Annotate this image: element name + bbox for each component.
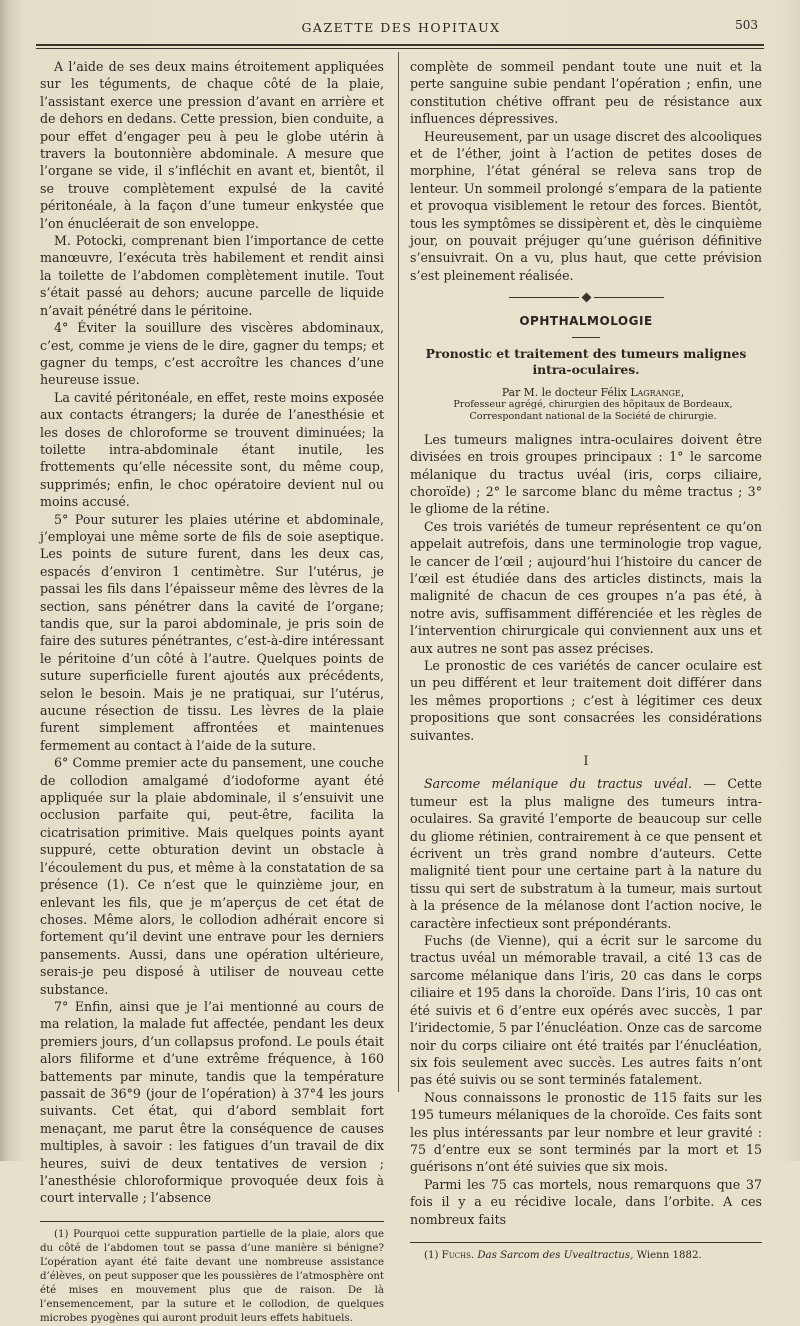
header-rule — [36, 44, 764, 46]
section-ornament — [410, 294, 762, 301]
subsection-heading: Sarcome mélanique du tractus uvéal. — [424, 776, 693, 792]
paragraph: M. Potocki, comprenant bien l’importance de cette manœuvre, l’exécuta très habilement et rendit ainsi la toilette de l’abdomen complètement inutile. Tout s’était passé au dehors; aucune parcelle de liquide n’avait pénétré dans le péritoine. — [40, 233, 384, 318]
footnote: (1) Pourquoi cette suppuration partielle de la plaie, alors que du côté de l’abdomen tout se passa d’une manière si bénigne? L’opération ayant été faite devant une nombreuse assistance d’élèves, on peut supposer que les poussières de l’atmosphère ont été mises en mouvement plus que de raison. De là l’ensemencement, par la suture et le collodion, de quelques microbes pyogènes qui auront produit leurs effets habituels. — [40, 1228, 384, 1324]
paragraph: Le pronostic de ces variétés de cancer oculaire est un peu différent et leur traitement doit différer dans les mêmes proportions ; c’est à légitimer ces deux propositions que sont consacrées les considérations suivantes. — [410, 657, 762, 743]
paragraph: Parmi les 75 cas mortels, nous remarquons que 37 fois il y a eu récidive locale, dans l’orbite. A ces nombreux faits — [410, 1176, 762, 1227]
ornament-line — [509, 297, 579, 298]
running-head — [40, 16, 762, 40]
footnote-rule — [40, 1221, 384, 1222]
paragraph: 5° Pour suturer les plaies utérine et abdominale, j’employai une même sorte de fils de soie aseptique. Les points de suture furent, dans les deux cas, espacés d’environ 1 centimètre. Sur l’utérus, je passai les fils dans l’épaisseur même des lèvres de la section, sans pénétrer dans la cavité de l’organe; tandis que, sur la paroi abdominale, je pris soin de faire des sutures pénétrantes, c’est-à-dire intéressant le péritoine d’un côté à l’autre. Quelques points de suture superficielle furent ajoutés aux précédents, selon le besoin. Mais je ne pratiquai, sur l’utérus, aucune résection de tissu. Les lèvres de la plaie furent simplement affrontées et maintenues fermement au contact à l’aide de la suture. — [40, 511, 384, 753]
paragraph: 6° Comme premier acte du pansement, une couche de collodion amalgamé d’iodoforme ayant été appliquée sur la plaie abdominale, il s’ensuivit une occlusion parfaite qui, peut-être, facilita la cicatrisation primitive. Mais quelques points ayant suppuré, cette obturation devint un obstacle à l’écoulement du pus, et même à la constatation de sa présence (1). Ce n’est que le quinzième jour, en enlevant les fils, que je m’aperçus de cet état de choses. Même alors, le collodion adhérait encore si fortement qu’il devint une entrave pour les derniers pansements. Aussi, dans une opération ultérieure, serais-je peu disposé à utiliser de nouveau cette substance. — [40, 755, 384, 997]
spacer — [410, 423, 762, 431]
footnote-suffix: Wienn 1882. — [633, 1249, 702, 1261]
paragraph: complète de sommeil pendant toute une nuit et la perte sanguine subie pendant l’opération ; enfin, une constitution chétive offrant peu de résistance aux influences dépressives. — [410, 59, 762, 127]
paragraph: 4° Éviter la souillure des viscères abdominaux, c’est, comme je viens de le dire, gagner du temps; et gagner du temps, c’est accroître les chances d’une heureuse issue. — [40, 320, 384, 388]
paragraph: Les tumeurs malignes intra-oculaires doivent être divisées en trois groupes principaux : 1° le sarcome mélanique du tractus uvéal (iris, corps ciliaire, choroïde) ; 2° le sarcome blanc du même tractus ; 3° le gliome de la rétine. — [410, 431, 762, 517]
footnote-title: Das Sarcom des Uvealtractus, — [474, 1249, 634, 1261]
paragraph: 7° Enfin, ainsi que je l’ai mentionné au cours de ma relation, la malade fut affectée, pendant les deux premiers jours, d’un collapsus profond. Le pouls était alors filiforme et d’une extrême fréquence, à 160 battements par minute, tandis que la température passait de 36°9 (jour de l’opération) à 37°4 les jours suivants. Cet état, qui d’abord semblait fort menaçant, me parut être la conséquence de causes multiples, à savoir : les fatigues d’un travail de dix heures, suivi de deux tentatives de version ; l’anesthésie chloroformique provoquée deux fois à court intervalle ; l’absence — [40, 998, 384, 1206]
right-column — [410, 58, 762, 1263]
affiliation: Correspondant national de la Société de chirurgie. — [469, 410, 717, 422]
paragraph: Nous connaissons le pronostic de 115 faits sur les 195 tumeurs mélaniques de la choroïde. Ces faits sont les plus intéressants par leur nombre et leur gravité : 75 d’entre eux se sont terminés par la mort et 15 guérisons n’ont été suivies que six mois. — [410, 1089, 762, 1175]
paragraph: Fuchs (de Vienne), qui a écrit sur le sarcome du tractus uvéal un mémorable travail, a cité 13 cas de sarcome mélanique dans l’iris, 20 cas dans le corps ciliaire et 195 dans la choroïde. Dans l’iris, 10 cas ont été suivis et 6 d’entre eux opérés avec succès, 1 par l’iridectomie, 5 par l’énucléation. Onze cas de sarcome noir du corps ciliaire ont été traités par l’énucléation, six fois seulement avec succès. Les autres faits n’ont pas été suivis ou se sont terminés fatalement. — [410, 933, 762, 1088]
article-title: Pronostic et traitement des tumeurs malignes intra-oculaires. — [425, 345, 747, 377]
paragraph: Ces trois variétés de tumeur représentent ce qu’on appelait autrefois, dans une terminologie trop vague, le cancer de l’œil ; aujourd’hui l’histoire du cancer de l’œil est étudiée dans des articles distincts, mais la malignité de chacun de ces groupes n’a pas été, à notre avis, suffisamment différenciée et les règles de l’intervention chirurgicale qui conviennent aux uns et aux autres ne sont pas assez précises. — [410, 518, 762, 656]
footnote-marker: (1) — [424, 1249, 442, 1261]
paragraph: Heureusement, par un usage discret des alcooliques et de l’éther, joint à l’action de petites doses de morphine, l’état général se releva sans trop de lenteur. Un sommeil prolongé s’empara de la patiente et provoqua visiblement le retour des forces. Bientôt, tous les symptômes se dissipèrent et, dès le cinquième jour, on pouvait préjuger qu’une guérison définitive s’ensuivrait. On a vu, plus haut, que cette prévision s’est pleinement réalisée. — [410, 128, 762, 283]
footnote — [410, 1249, 762, 1263]
section-rule — [572, 337, 600, 338]
subsection-text: — Cette tumeur est la plus maligne des tumeurs intra-oculaires. Sa gravité l’emporte de beaucoup sur celle du gliome rétinien, contrairement à ce que pensent et écrivent un très grand nombre d’auteurs. Cette malignité tient pour une certaine part à la nature du tissu qui sert de substratum à la tumeur, mais surtout à la présence de la mélanose dont l’action nocive, le caractère infectieux sont prépondérants. — [410, 776, 763, 931]
column-divider — [398, 52, 399, 1092]
journal-title: GAZETTE DES HOPITAUX — [301, 20, 501, 35]
affiliation: Professeur agrégé, chirurgien des hôpitaux de Bordeaux, — [453, 398, 733, 410]
paragraph: A l’aide de ses deux mains étroitement appliquées sur les téguments, de chaque côté de la plaie, l’assistant exerce une pression d’avant en arrière et de dehors en dedans. Cette pression, bien conduite, a pour effet d’engager peu à peu le globe utérin à travers la boutonnière abdominale. A mesure que l’organe se vide, il s’infléchit en avant et, bientôt, il se trouve complètement expulsé de la cavité péritonéale, à la façon d’une tumeur enkystée que l’on énucléerait de son enveloppe. — [40, 59, 384, 231]
footnote-author: Fuchs. — [441, 1249, 475, 1261]
footnote-rule — [410, 1242, 762, 1243]
left-column — [40, 58, 384, 1326]
byline-prefix: Par M. le docteur Félix — [501, 385, 631, 399]
paragraph — [410, 775, 762, 932]
author-name: Lagrange, — [630, 385, 685, 399]
ornament-line — [594, 297, 664, 298]
section-number: I — [583, 753, 589, 768]
paragraph: La cavité péritonéale, en effet, reste moins exposée aux contacts étrangers; la durée de l’anesthésie et les doses de chloroforme se trouvent diminuées; la toilette intra-abdominale étant inutile, les frottements qu’elle nécessite sont, du même coup, supprimés; enfin, le choc opératoire devient nul ou moins accusé. — [40, 389, 384, 510]
section-title: OPHTHALMOLOGIE — [519, 314, 653, 329]
page-number: 503 — [735, 18, 758, 32]
byline — [410, 386, 762, 399]
header-rule-thin — [36, 48, 764, 49]
ornament-diamond-icon — [581, 293, 591, 303]
